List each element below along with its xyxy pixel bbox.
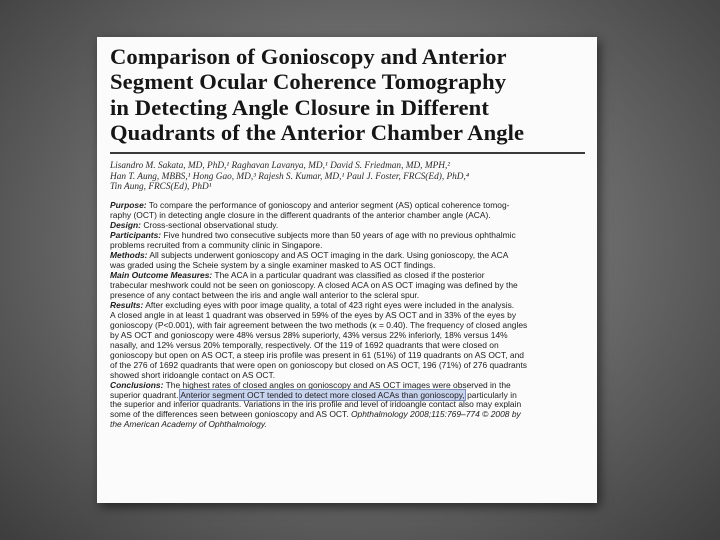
conclusions-text: The highest rates of closed angles on gonioscopy and AS OCT images were observed in the bbox=[165, 379, 511, 390]
author-list bbox=[110, 161, 585, 192]
results-label: Results: bbox=[110, 299, 144, 310]
abstract-line: gonioscopy but open on AS OCT, a steep iris profile was present in 61 (51%) of 119 quadrants on AS OCT, and bbox=[110, 349, 524, 360]
abstract-line: by AS OCT and gonioscopy were 48% versus 28% superiorly, 43% versus 22% inferiorly, 18% versus 14% bbox=[110, 329, 508, 340]
abstract-line: A closed angle in at least 1 quadrant was observed in 59% of the eyes by AS OCT and in 33% of the eyes by bbox=[110, 309, 517, 320]
title-line: Quadrants of the Anterior Chamber Angle bbox=[110, 119, 525, 145]
participants-text: Five hundred two consecutive subjects more than 50 years of age with no previous ophthalmic bbox=[163, 230, 516, 241]
abstract-line: of the 276 of 1692 quadrants that were open on gonioscopy but closed on AS OCT, 196 (71%) of 276 quadrants bbox=[110, 359, 528, 370]
conclusions-text: some of the differences seen between gonioscopy and AS OCT. bbox=[110, 409, 349, 420]
author-line: Han T. Aung, MBBS,¹ Hong Gao, MD,³ Rajesh S. Kumar, MD,¹ Paul J. Foster, FRCS(Ed), PhD,⁴ bbox=[110, 171, 470, 182]
methods-label: Methods: bbox=[110, 250, 148, 261]
abstract-line: the superior and inferior quadrants. Variations in the iris profile and level of iridoangle contact also may explain bbox=[110, 399, 522, 410]
participants-label: Participants: bbox=[110, 230, 162, 241]
outcome-label: Main Outcome Measures: bbox=[110, 270, 213, 281]
methods-text: All subjects underwent gonioscopy and AS OCT imaging in the dark. Using gonioscopy, the ACA bbox=[149, 250, 509, 261]
journal-citation: Ophthalmology 2008;115:769–774 © 2008 by bbox=[350, 409, 521, 420]
abstract-line: nasally, and 12% versus 20% temporally, respectively. Of the 119 of 1692 quadrants that were closed on bbox=[110, 339, 499, 350]
author-line: Tin Aung, FRCS(Ed), PhD¹ bbox=[110, 182, 212, 192]
abstract-line: was graded using the Scheie system by a single examiner masked to AS OCT findings. bbox=[110, 260, 436, 271]
results-text: After excluding eyes with poor image quality, a total of 423 right eyes were included in the analysis. bbox=[145, 299, 515, 310]
title-line: Comparison of Gonioscopy and Anterior bbox=[110, 44, 507, 69]
design-text: Cross-sectional observational study. bbox=[143, 220, 279, 231]
journal-citation: the American Academy of Ophthalmology. bbox=[110, 419, 267, 430]
conclusions-text: superior quadrant. bbox=[110, 389, 179, 400]
highlighted-sentence: Anterior segment OCT tended to detect more closed ACAs than gonioscopy, bbox=[180, 389, 465, 400]
purpose-text: To compare the performance of gonioscopy and anterior segment (AS) optical coherence tomog- bbox=[148, 200, 510, 211]
outcome-text: The ACA in a particular quadrant was classified as closed if the posterior bbox=[214, 270, 485, 281]
purpose-label: Purpose: bbox=[110, 200, 147, 211]
title-line: in Detecting Angle Closure in Different bbox=[110, 94, 489, 120]
abstract-line: trabecular meshwork could not be seen on gonioscopy. A closed ACA on AS OCT imaging was defined by the bbox=[110, 280, 518, 291]
abstract-line: showed short iridoangle contact on AS OCT. bbox=[110, 369, 276, 380]
abstract-line: presence of any contact between the iris and angle wall anterior to the scleral spur. bbox=[110, 289, 420, 300]
title-line: Segment Ocular Coherence Tomography bbox=[110, 69, 507, 95]
conclusions-text: particularly in bbox=[467, 389, 517, 400]
conclusions-label: Conclusions: bbox=[110, 379, 164, 390]
abstract-line: problems recruited from a community clinic in Singapore. bbox=[110, 240, 323, 251]
abstract-line: gonioscopy (P<0.001), with fair agreement between the two methods (κ = 0.40). The frequency of closed angles bbox=[110, 319, 528, 330]
author-line: Lisandro M. Sakata, MD, PhD,¹ Raghavan Lavanya, MD,¹ David S. Friedman, MD, MPH,² bbox=[110, 161, 451, 172]
abstract bbox=[110, 201, 585, 430]
abstract-line: raphy (OCT) in detecting angle closure in the different quadrants of the anterior chamber angle (ACA). bbox=[110, 210, 491, 221]
paper-title bbox=[110, 44, 585, 145]
design-label: Design: bbox=[110, 220, 141, 231]
title-rule bbox=[110, 152, 585, 154]
paper-page bbox=[97, 37, 597, 503]
